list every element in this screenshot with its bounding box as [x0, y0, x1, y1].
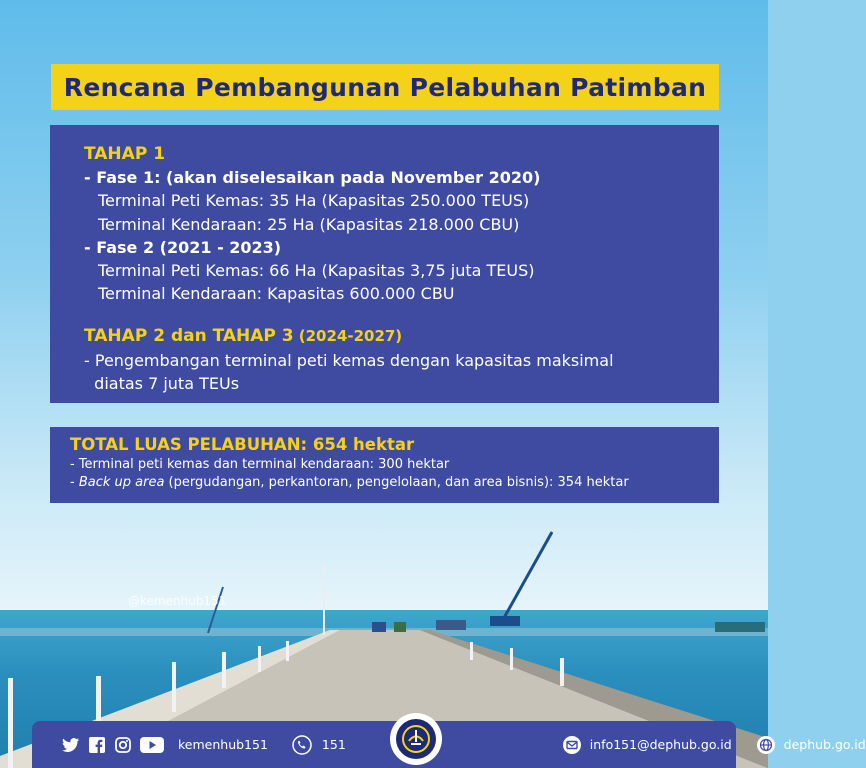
- fase1-line: Terminal Peti Kemas: 35 Ha (Kapasitas 250.000 TEUS): [98, 191, 530, 211]
- total-area-line: [70, 474, 699, 492]
- tahap23-heading: [84, 324, 685, 348]
- total-area-line-rest: (pergudangan, perkantoran, pengelolaan, dan area bisnis): 354 hektar: [164, 474, 629, 490]
- backup-area-term: Back up area: [78, 474, 165, 490]
- email-icon: [562, 735, 582, 755]
- ministry-logo: [390, 713, 442, 765]
- website-link[interactable]: dephub.go.id: [783, 737, 866, 752]
- tahap23-line: - Pengembangan terminal peti kemas dengan kapasitas maksimal: [84, 350, 614, 370]
- tahap23-heading-label: TAHAP 2 dan TAHAP 3: [84, 326, 294, 347]
- fase2-heading: - Fase 2 (2021 - 2023): [84, 237, 282, 257]
- globe-icon: [756, 735, 776, 755]
- phone-icon: [292, 735, 312, 755]
- crane-illustration-small: [198, 585, 228, 635]
- fase2-line: Terminal Peti Kemas: 66 Ha (Kapasitas 3,75 juta TEUS): [98, 261, 535, 281]
- tahap1-heading: TAHAP 1: [84, 144, 166, 164]
- instagram-icon[interactable]: [114, 736, 132, 754]
- title-banner: [51, 64, 719, 110]
- youtube-icon[interactable]: [140, 736, 164, 754]
- total-area-heading: [70, 434, 699, 456]
- footer-bar: [32, 721, 866, 768]
- total-area-panel: [50, 427, 719, 503]
- email-link[interactable]: info151@dephub.go.id: [589, 737, 732, 752]
- mast-illustration: [314, 565, 334, 635]
- tahap23-line: diatas 7 juta TEUs: [84, 373, 240, 393]
- logo-emblem: [396, 719, 436, 759]
- total-area-value: 654 hektar: [312, 435, 415, 454]
- phone-number[interactable]: 151: [321, 737, 346, 752]
- facebook-icon[interactable]: [88, 736, 106, 754]
- social-links: [62, 736, 268, 754]
- total-area-line: - Terminal peti kemas dan terminal kendaraan: 300 hektar: [70, 457, 450, 472]
- total-area-label: TOTAL LUAS PELABUHAN:: [70, 435, 308, 454]
- total-area-line-prefix: -: [70, 474, 79, 490]
- crane-illustration: [470, 530, 560, 630]
- twitter-icon[interactable]: [62, 736, 80, 754]
- stages-panel: [50, 125, 719, 403]
- page-title: Rencana Pembangunan Pelabuhan Patimban: [63, 72, 707, 102]
- fase1-heading: - Fase 1: (akan diselesaikan pada November 2020): [84, 168, 541, 188]
- watermark-text: @kemenhub151: [128, 594, 227, 608]
- fase2-line: Terminal Kendaraan: Kapasitas 600.000 CBU: [98, 284, 455, 304]
- tahap23-years: (2024-2027): [298, 327, 403, 346]
- fase1-line: Terminal Kendaraan: 25 Ha (Kapasitas 218.000 CBU): [98, 214, 520, 234]
- social-handle[interactable]: kemenhub151: [178, 737, 268, 752]
